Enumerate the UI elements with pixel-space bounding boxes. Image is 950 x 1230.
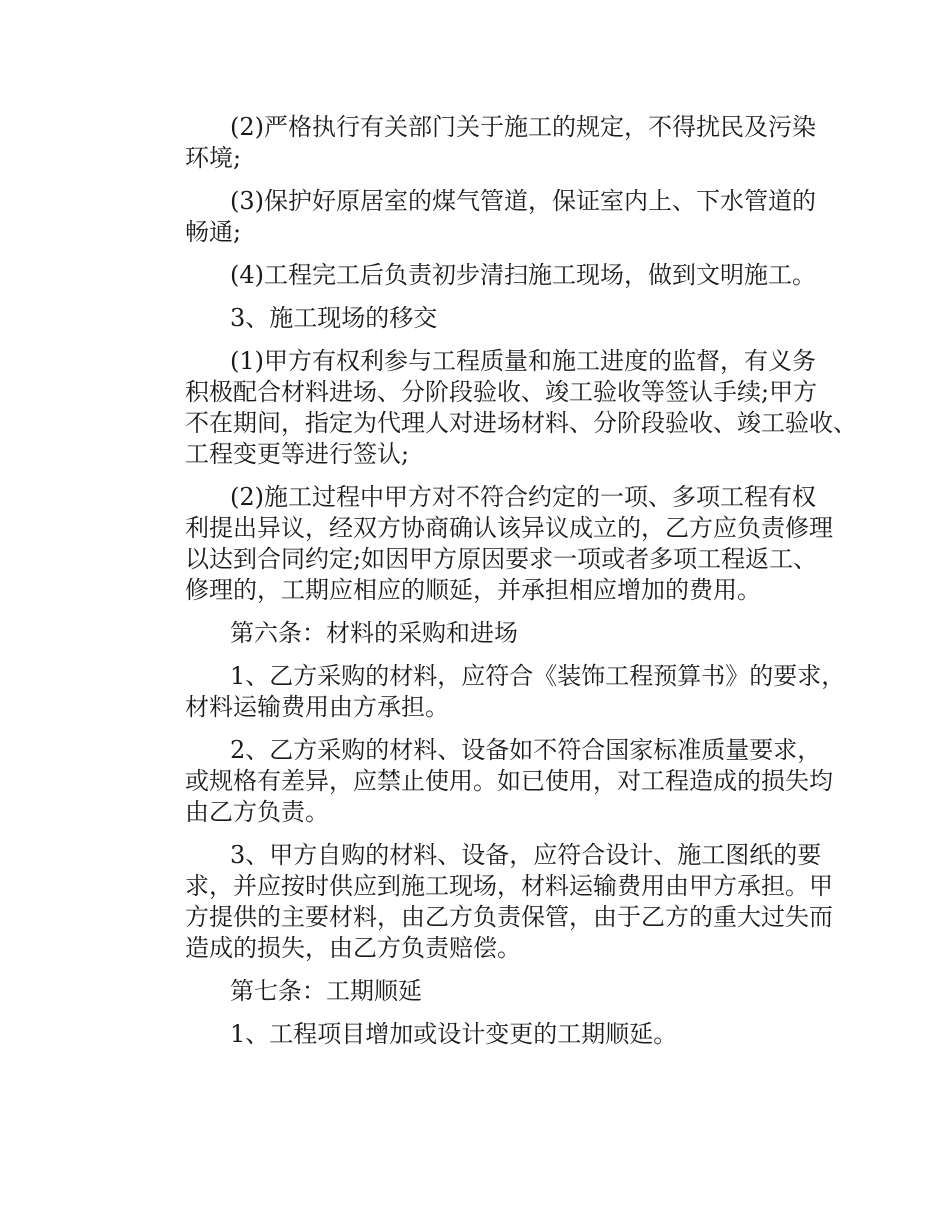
article-7-heading xyxy=(140,976,830,1007)
paragraph-line: (4)工程完工后负责初步清扫施工现场，做到文明施工。 xyxy=(230,261,816,289)
paragraph-2-objection xyxy=(140,482,833,606)
article-heading: 第七条：工期顺延 xyxy=(230,977,422,1005)
paragraph-line: 方提供的主要材料，由乙方负责保管，由于乙方的重大过失而 xyxy=(185,903,833,931)
paragraph-line: (2)严格执行有关部门关于施工的规定，不得扰民及污染 xyxy=(230,113,816,141)
paragraph-3-protect-pipes xyxy=(140,186,830,248)
paragraph-extension-1 xyxy=(140,1019,830,1050)
paragraph-line: 修理的，工期应相应的顺延，并承担相应增加的费用。 xyxy=(185,576,761,604)
section-heading: 3、施工现场的移交 xyxy=(230,304,438,332)
paragraph-line: 1、工程项目增加或设计变更的工期顺延。 xyxy=(230,1020,678,1048)
paragraph-materials-2 xyxy=(140,735,833,828)
paragraph-line: 2、乙方采购的材料、设备如不符合国家标准质量要求， xyxy=(230,736,822,764)
paragraph-line: 不在期间，指定为代理人对进场材料、分阶段验收、竣工验收、 xyxy=(185,409,857,437)
paragraph-materials-3 xyxy=(140,840,833,964)
paragraph-line: 1、乙方采购的材料，应符合《装饰工程预算书》的要求， xyxy=(230,662,846,690)
paragraph-line: 工程变更等进行签认; xyxy=(185,440,410,468)
paragraph-line: 3、甲方自购的材料、设备，应符合设计、施工图纸的要 xyxy=(230,841,822,869)
paragraph-line: 材料运输费用由方承担。 xyxy=(185,693,449,721)
article-6-heading xyxy=(140,618,830,649)
paragraph-line: 利提出异议，经双方协商确认该异议成立的，乙方应负责修理 xyxy=(185,514,833,542)
paragraph-line: 环境; xyxy=(185,144,242,172)
paragraph-line: 或规格有差异，应禁止使用。如已使用，对工程造成的损失均 xyxy=(185,767,833,795)
paragraph-1-supervision xyxy=(140,346,857,470)
paragraph-materials-1 xyxy=(140,661,846,723)
article-heading: 第六条：材料的采购和进场 xyxy=(230,619,518,647)
paragraph-line: 积极配合材料进场、分阶段验收、竣工验收等签认手续;甲方 xyxy=(185,378,818,406)
paragraph-4-cleanup xyxy=(140,260,830,291)
paragraph-line: 畅通; xyxy=(185,218,242,246)
section-heading-site-handover xyxy=(140,303,830,334)
document-body xyxy=(140,112,857,1062)
paragraph-line: (2)施工过程中甲方对不符合约定的一项、多项工程有权 xyxy=(230,483,816,511)
paragraph-line: 由乙方负责。 xyxy=(185,798,329,826)
paragraph-line: (1)甲方有权利参与工程质量和施工进度的监督，有义务 xyxy=(230,347,816,375)
paragraph-line: 造成的损失，由乙方负责赔偿。 xyxy=(185,934,521,962)
paragraph-line: (3)保护好原居室的煤气管道，保证室内上、下水管道的 xyxy=(230,187,816,215)
paragraph-line: 求，并应按时供应到施工现场，材料运输费用由甲方承担。甲 xyxy=(185,872,833,900)
paragraph-line: 以达到合同约定;如因甲方原因要求一项或者多项工程返工、 xyxy=(185,545,818,573)
paragraph-2-no-disturbance xyxy=(140,112,830,174)
